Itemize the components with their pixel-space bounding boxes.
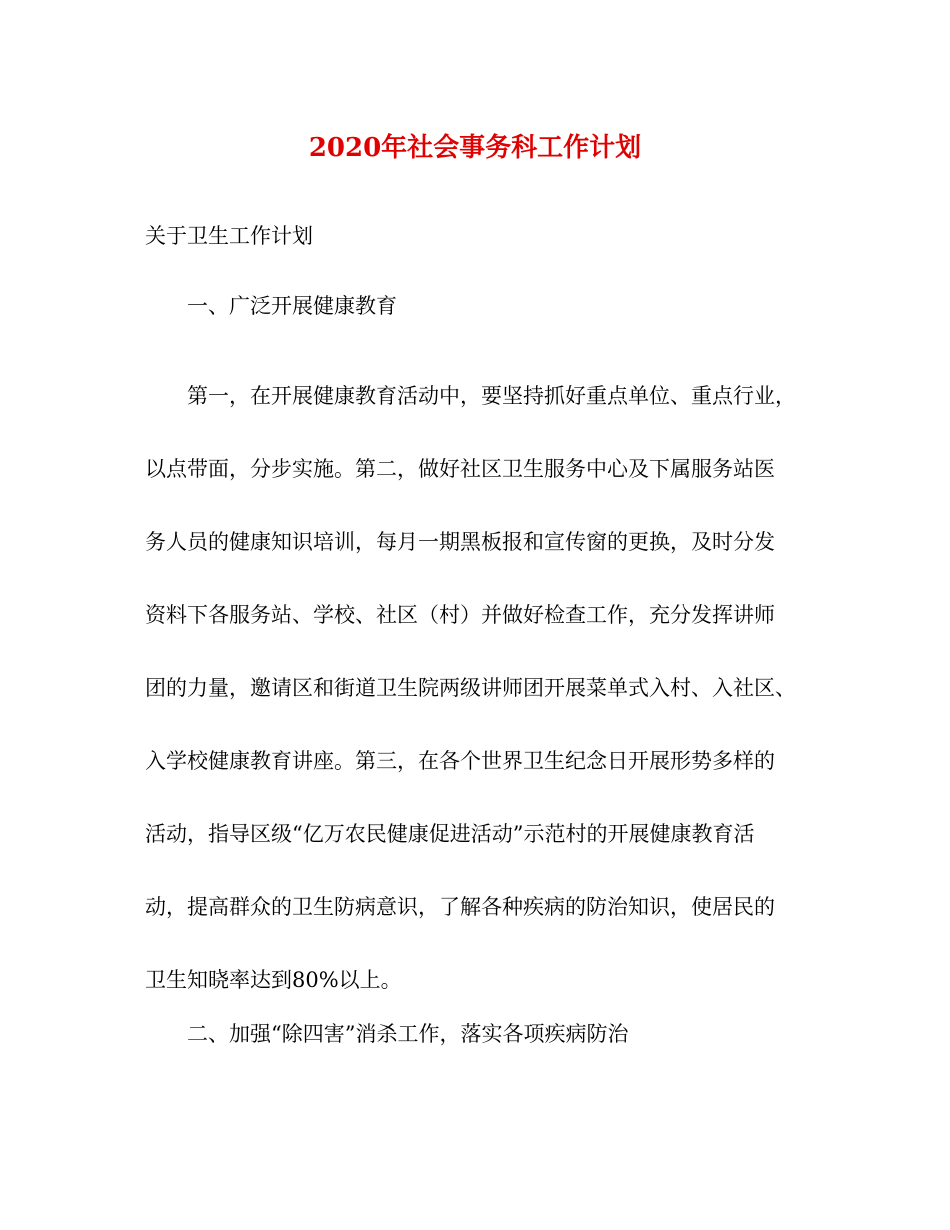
document-subtitle: 关于卫生工作计划 [145,224,313,248]
paragraph-line: 第一，在开展健康教育活动中，要坚持抓好重点单位、重点行业， [187,384,796,408]
paragraph-line: 卫生知晓率达到80%以上。 [145,968,402,992]
paragraph-line: 务人员的健康知识培训，每月一期黑板报和宣传窗的更换，及时分发 [145,530,775,554]
section-1-paragraph [145,360,813,1017]
document-title: 2020年社会事务科工作计划 [308,133,642,163]
paragraph-line: 以点带面，分步实施。第二，做好社区卫生服务中心及下属服务站医 [145,457,775,481]
paragraph-line: 活动，指导区级“亿万农民健康促进活动”示范村的开展健康教育活 [145,822,755,846]
section-1-heading: 一、广泛开展健康教育 [187,294,397,318]
paragraph-line: 资料下各服务站、学校、社区（村）并做好检查工作，充分发挥讲师 [145,603,775,627]
section-2-heading: 二、加强“除四害”消杀工作，落实各项疾病防治 [187,1022,629,1046]
paragraph-line: 团的力量，邀请区和街道卫生院两级讲师团开展菜单式入村、入社区、 [145,676,796,700]
paragraph-line: 动，提高群众的卫生防病意识，了解各种疾病的防治知识，使居民的 [145,895,775,919]
paragraph-line: 入学校健康教育讲座。第三，在各个世界卫生纪念日开展形势多样的 [145,749,775,773]
